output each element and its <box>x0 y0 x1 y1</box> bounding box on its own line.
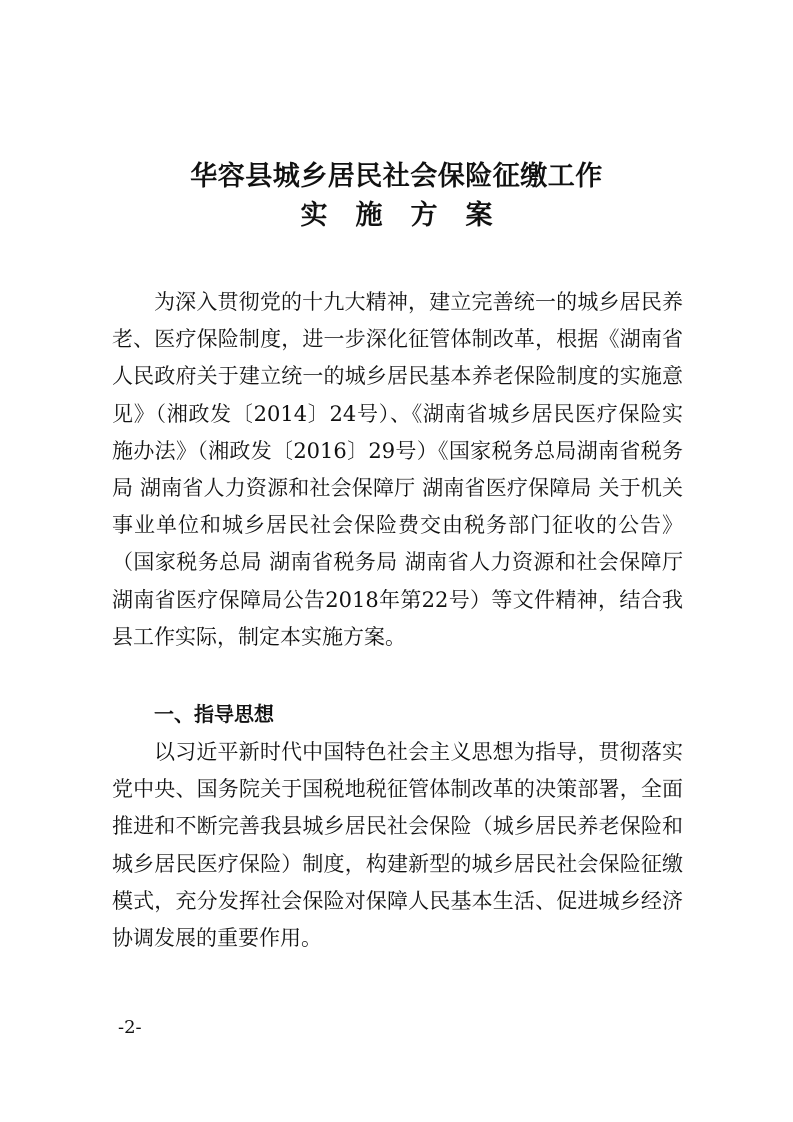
guiding-ideology-paragraph: 以习近平新时代中国特色社会主义思想为指导，贯彻落实党中央、国务院关于国税地税征管体制改革的决策部署，全面推进和不断完善我县城乡居民社会保险（城乡居民养老保险和城乡居民医疗保险）制度，构建新型的城乡居民社会保险征缴模式，充分发挥社会保险对保障人民基本生活、促进城乡经济协调发展的重要作用。 <box>112 740 683 951</box>
document-title-line-2: 实施方案 <box>300 200 521 231</box>
intro-paragraph: 为深入贯彻党的十九大精神，建立完善统一的城乡居民养老、医疗保险制度，进一步深化征管体制改革，根据《湖南省人民政府关于建立统一的城乡居民基本养老保险制度的实施意见》（湘政发〔2014〕24号）、《湖南省城乡居民医疗保险实施办法》（湘政发〔2016〕29号）《国家税务总局湖南省税务局 湖南省人力资源和社会保障厅 湖南省医疗保障局 关于机关事业单位和城乡居民社会保险费交由税务部门征收的公告》（国家税务总局 湖南省税务局 湖南省人力资源和社会保障厅 湖南省医疗保障局公告2018年第22号）等文件精神，结合我县工作实际，制定本实施方案。 <box>112 290 683 649</box>
page-number: -2- <box>118 1017 142 1038</box>
section-heading-guiding-ideology: 一、指导思想 <box>154 702 274 726</box>
document-title-line-1: 华容县城乡居民社会保险征缴工作 <box>190 161 603 192</box>
